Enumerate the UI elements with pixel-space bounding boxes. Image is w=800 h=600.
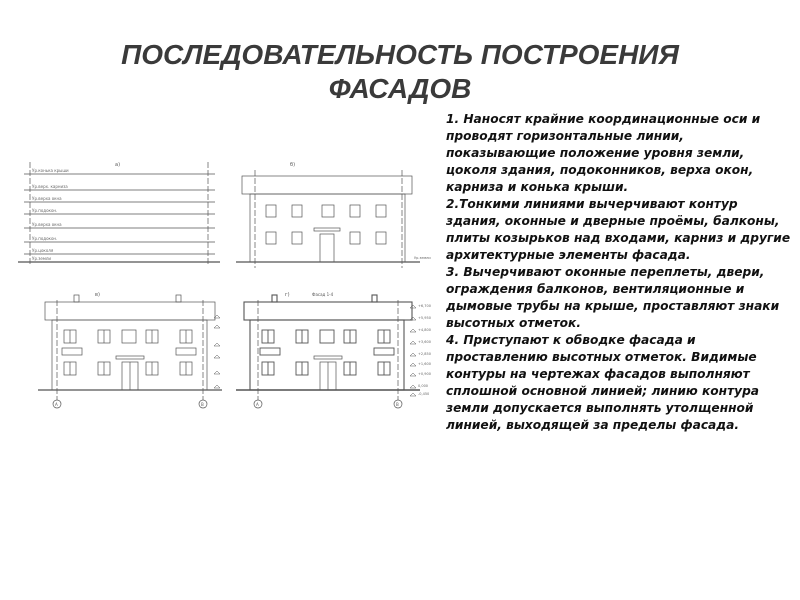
axis-label: А	[55, 402, 58, 407]
level-label: Ур.верх. карниза	[32, 184, 68, 189]
facade-drawings-figure	[0, 150, 440, 420]
panel-c-label: в)	[95, 292, 100, 298]
entrance-door	[320, 234, 334, 262]
slide-title	[0, 38, 800, 106]
level-label: Ур.подокон.	[32, 208, 58, 213]
level-label: Ур.земли	[32, 256, 52, 261]
level-label: Ур.конька крыши	[32, 168, 69, 173]
balconies	[260, 348, 394, 355]
elevation-label: +4,800	[418, 328, 431, 332]
axis-label: В	[396, 402, 399, 407]
steps-text	[446, 111, 791, 434]
panel-b-label: б)	[290, 162, 296, 168]
upper-windows	[266, 205, 386, 217]
entrance-canopy	[314, 356, 342, 359]
panel-b	[236, 162, 431, 268]
balconies	[62, 348, 196, 355]
elevation-label: +2,850	[418, 352, 431, 356]
step-2: 2.Тонкими линиями вычерчивают контур здания, оконные и дверные проёмы, балконы, плиты козырьков над входами, карниз и другие архитектурные элементы фасада.	[446, 197, 791, 262]
elevation-label: +6,700	[418, 304, 431, 308]
elevation-label: +3,600	[418, 340, 431, 344]
lower-windows	[262, 362, 390, 375]
title-line-2: ФАСАДОВ	[328, 73, 472, 104]
upper-windows	[64, 330, 192, 343]
panel-d-caption: Фасад 1-4	[312, 292, 334, 297]
elevation-label: 0,000	[418, 384, 429, 388]
elevation-label: -0,450	[418, 392, 430, 396]
upper-windows	[262, 330, 390, 343]
ground-level-label: Ур.земли	[414, 256, 431, 260]
panel-d	[236, 292, 431, 408]
step-1: 1. Наносят крайние координационные оси и проводят горизонтальные линии, показывающие положение уровня земли, цоколя здания, подоконников, верха окон, карниза и конька крыши.	[446, 112, 761, 194]
panel-c	[38, 292, 222, 408]
level-label: Ур.подокон.	[32, 236, 58, 241]
elevation-label: +5,950	[418, 316, 431, 320]
lower-windows	[64, 362, 192, 375]
elevation-marks	[214, 315, 220, 388]
title-line-1: ПОСЛЕДОВАТЕЛЬНОСТЬ ПОСТРОЕНИЯ	[121, 39, 679, 70]
entrance-canopy	[314, 228, 340, 231]
panel-a-label: а)	[115, 162, 121, 168]
level-label: Ур.цоколя	[32, 248, 54, 253]
entrance-canopy	[116, 356, 144, 359]
elevation-marks	[410, 305, 416, 396]
elevation-label: +0,900	[418, 372, 431, 376]
level-label: Ур.верха окна	[32, 196, 62, 201]
axis-label: В	[201, 402, 204, 407]
step-4: 4. Приступают к обводке фасада и проставлению высотных отметок. Видимые контуры на чертежах фасадов выполняют сплошной основной линией; линию контура земли допускается выполнять утолщенной линией, выходящей за пределы фасада.	[446, 333, 760, 432]
level-label: Ур.верха окна	[32, 222, 62, 227]
elevation-label: +1,600	[418, 362, 431, 366]
panel-d-label: г)	[285, 292, 290, 298]
step-3: 3. Вычерчивают оконные переплеты, двери, ограждения балконов, вентиляционные и дымовые трубы на крыше, проставляют знаки высотных отметок.	[446, 265, 780, 330]
axis-label: А	[256, 402, 259, 407]
panel-a	[18, 162, 220, 265]
